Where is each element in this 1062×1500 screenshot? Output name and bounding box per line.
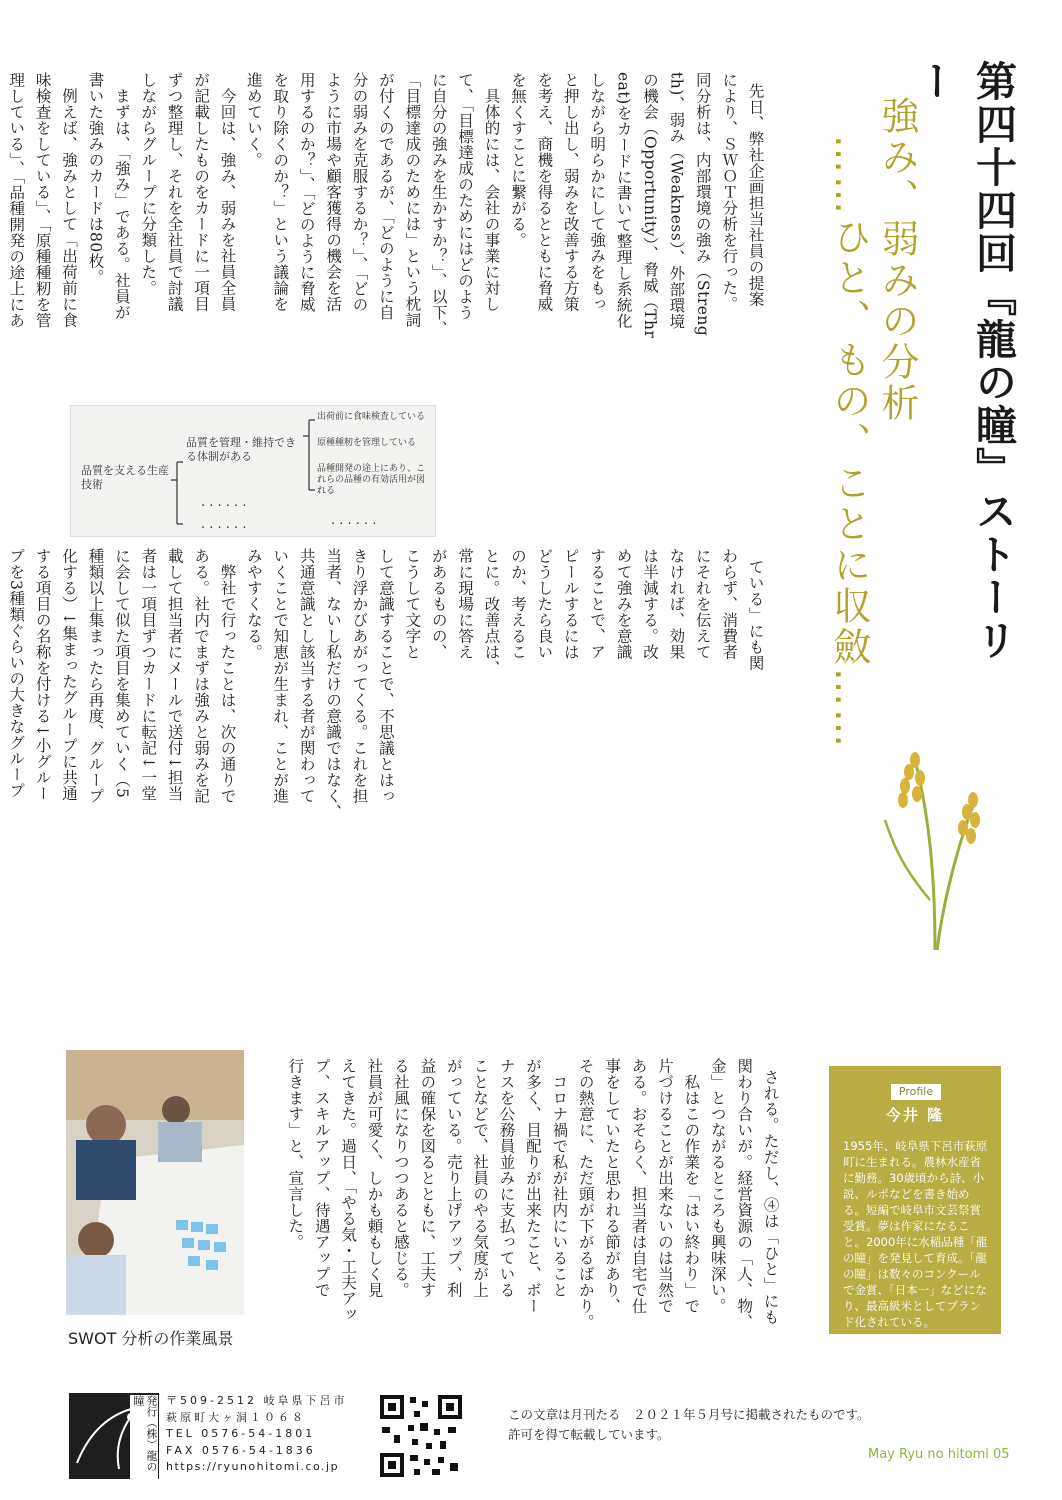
address-line: 萩原町大ヶ洞１０６８ bbox=[166, 1410, 306, 1424]
card-photo bbox=[70, 405, 436, 537]
profile-tag: Profile bbox=[891, 1084, 941, 1100]
reprint-note-line: この文章は月刊たる ２０２１年５月号に掲載されたものです。 bbox=[508, 1407, 870, 1422]
publisher-address bbox=[166, 1393, 347, 1476]
card-right-label-1: 出荷前に食味検査している bbox=[317, 412, 426, 422]
article-title: 第四十四回『龍の瞳』ストーリー bbox=[910, 60, 1017, 662]
card-middle-label: 品質を管理・維持できる体制がある bbox=[186, 436, 296, 463]
card-left-label: 品質を支える生産技術 bbox=[81, 464, 169, 491]
fax-line: FAX 0576-54-1836 bbox=[166, 1443, 316, 1457]
reprint-note bbox=[508, 1405, 870, 1445]
article-subtitle: 強み、弱みの分析 bbox=[875, 96, 919, 424]
body-middle bbox=[7, 548, 795, 1038]
page-folio: May Ryu no hitomi 05 bbox=[868, 1447, 1010, 1462]
body-lower bbox=[286, 1058, 810, 1343]
website-link[interactable]: https://ryunohitomi.co.jp bbox=[166, 1460, 340, 1473]
phone-line: TEL 0576-54-1801 bbox=[166, 1427, 316, 1440]
photo-caption: SWOT 分析の作業風景 bbox=[68, 1329, 234, 1348]
publisher-label: 発行（株）龍の瞳 bbox=[130, 1395, 158, 1480]
card-dots: . . . . . . bbox=[201, 495, 247, 510]
profile-box bbox=[829, 1066, 1001, 1334]
qr-code-icon[interactable] bbox=[378, 1393, 464, 1479]
reprint-note-line: 許可を得て転載しています。 bbox=[508, 1427, 670, 1442]
body-upper-text: 先日、弊社企画担当社員の提案 により、ＳＷＯＴ分析を行った。 同分析は、内部環境の強み（Streng th)、弱み（Weakness）、外部環境 の機会（Opportunity）、脅威（Thr eat)をカードに書いて整理し系統化 しながら明らかにして強みをもっ と押し出し、弱みを改善する方策 を考え、商機を得るとともに脅威 を無くすことに繋がる。 具体的には、会社の事業に対し て、「目標達成のためにはどのよう に自分の強みを生かすか？」、以下、 「目標達成のためには」という枕詞 が付くのであるが、「どのように自 分の弱みを克服するか？」、「どの ように市場や顧客獲得の機会を活 用するのか？」、「どのように脅威 を取り除くのか？」という議論を 進めていく。 今回は、強み、弱みを社員全員 が記載したものをカードに一項目 ずつ整理し、それを全社員で討議 しながらグループに分類した。 まずは、「強み」である。社員が 書いた強みのカードは80枚。 例えば、強みとして「出荷前に食 味検査をしている」、「原種種籾を管 理している」、「品種開発の途上にあ bbox=[7, 72, 765, 339]
profile-bio: 1955年、岐阜県下呂市萩原町に生まれる。農林水産省に勤務。30歳頃から詩、小説、ルポなどを書き始める。短編で岐阜市文芸祭賞受賞。夢は作家になること。2000年に水稲品種「龍の瞳」を発見して育成。「龍の瞳」は数々のコンクールで金賞、「日本一」などになり、最高級米としてブランド化されている。 bbox=[843, 1139, 988, 1329]
article-subtitle-2: ……ひと、もの、ことに収斂…… bbox=[827, 135, 871, 750]
card-right-label-3: 品種開発の途上にあり、これらの品種の有効活用が図れる bbox=[317, 464, 426, 496]
address-line: 〒509-2512 岐阜県下呂市 bbox=[166, 1394, 348, 1407]
profile-name: 今井 隆 bbox=[885, 1106, 945, 1124]
card-dots: . . . . . . bbox=[201, 517, 247, 532]
work-photo bbox=[66, 1050, 244, 1315]
body-middle-text: ている」にも関 わらず、消費者 にそれを伝えて なければ、効果 は半減する。改 めて強みを意識 することで、ア ピールするには どうしたら良い のか、考えるこ とに。改善点は、 常に現場に答え があるものの、 こうして文字と して意識することで、不思議とはっ きり浮かびあがってくる。これを担 当者、ないし私だけの意識ではなく、 共通意識とし該当する者が関わって いくことで知恵が生まれ、ことが進 みやすくなる。 弊社で行ったことは、次の通りで ある。社内でまずは強みと弱みを記 載して担当者にメールで送付↓担当 者は一項目ずつカードに転記↓一堂 に会して似た項目を集めていく（5 種類以上集まったら再度、グループ 化する）↓集まったグループに共通 する項目の名称を付ける↓小グルー プを3種類ぐらいの大きなグループ bbox=[7, 548, 765, 820]
body-upper bbox=[7, 72, 795, 392]
card-right-label-2: 原種種籾を管理している bbox=[317, 438, 417, 448]
rice-plant-icon bbox=[875, 700, 985, 950]
body-lower-text: される。ただし、④は「ひと」にも 関わり合いが。経営資源の「人、物、 金」とつながるところも興味深い。 私はこの作業を「はい終わり」で 片づけることが出来ないのは当然で ある。おそらく、担当者は自宅で仕 事をしていたと思われる節があり、 その熱意に、ただ頭が下がるばかり。 コロナ禍で私が社内にいること が多く、目配りが出来たこと、ボー ナスを公務員並みに支払っている ことなどで、社員のやる気度が上 がっている。売り上げアップ、利 益の確保を図るとともに、工夫す る社風になりつつあると感じる。 社員が可愛く、しかも頼もしく見 えてきた。過日、「やる気・工夫アッ プ、スキルアップ、待遇アップで 行きます」と、宣言した。 bbox=[286, 1058, 780, 1330]
card-dots: . . . . . . bbox=[331, 513, 377, 528]
